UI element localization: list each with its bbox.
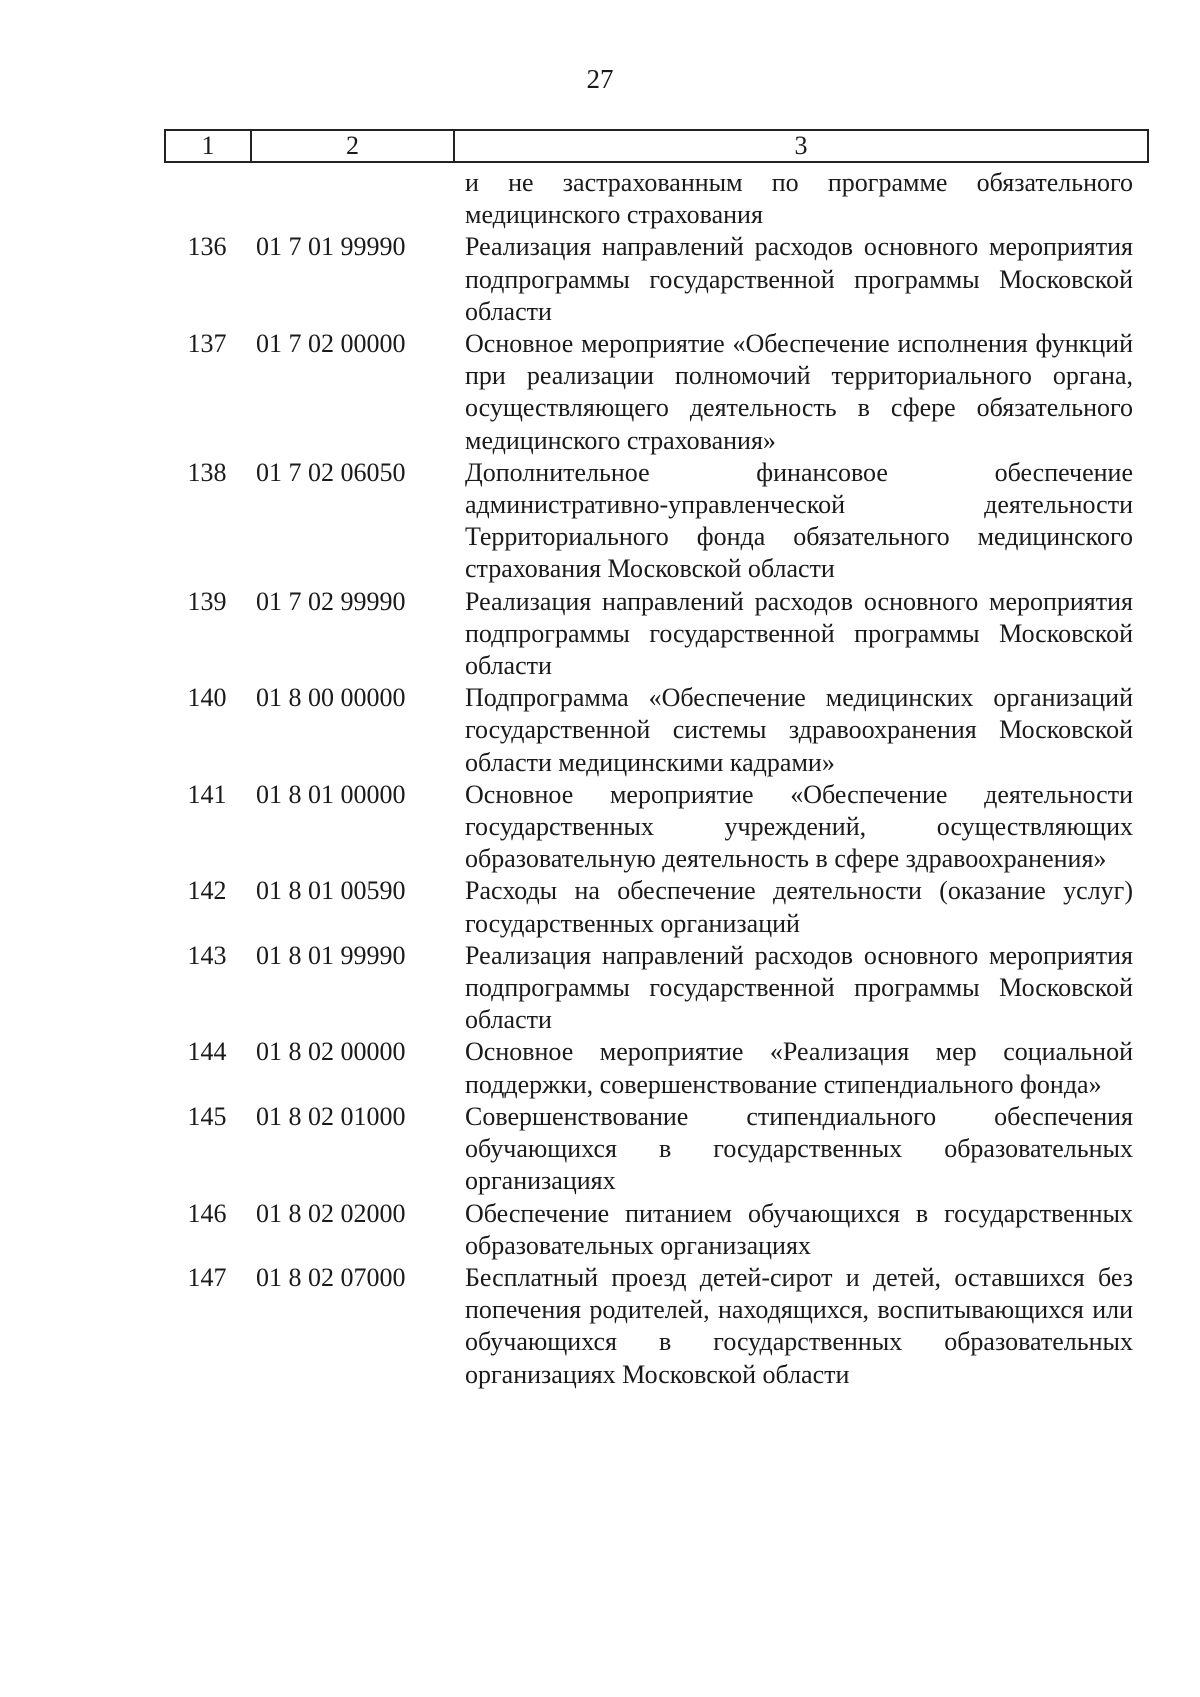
row-name: Основное мероприятие «Реализация мер социальной поддержки, совершенствование стипендиального фонда» [465, 1037, 1133, 1099]
row-name: Дополнительное финансовое обеспечение административно-управленческой деятельности Территориального фонда обязательного медицинского страхования Московской области [465, 457, 1133, 584]
row-name: Реализация направлений расходов основного мероприятия подпрограммы государственной программы Московской области [465, 940, 1133, 1035]
table-row [164, 875, 1149, 939]
row-number: 136 [187, 232, 227, 262]
row-name: Расходы на обеспечение деятельности (оказание услуг) государственных организаций [465, 876, 1133, 938]
column-header-3: 3 [794, 131, 808, 160]
row-number: 143 [187, 940, 227, 970]
row-code: 01 7 02 06050 [256, 457, 406, 487]
row-number [164, 167, 250, 231]
row-number: 139 [187, 586, 227, 616]
row-code: 01 7 02 99990 [256, 586, 406, 616]
row-name: Реализация направлений расходов основного мероприятия подпрограммы государственной программы Московской области [465, 232, 1133, 326]
continuation-text: и не застрахованным по программе обязательного медицинского страхования [465, 168, 1133, 230]
table-row [164, 1262, 1149, 1391]
table-row [164, 457, 1149, 586]
row-number: 142 [187, 876, 227, 906]
row-number: 141 [187, 779, 227, 809]
row-name: Совершенствование стипендиального обеспечения обучающихся в государственных образовательных организациях [465, 1101, 1133, 1196]
row-code: 01 8 02 00000 [256, 1037, 406, 1067]
row-code: 01 8 02 07000 [256, 1262, 406, 1292]
row-number: 138 [187, 457, 227, 487]
row-code: 01 8 02 02000 [256, 1198, 406, 1228]
table-row [164, 1101, 1149, 1198]
row-code: 01 7 01 99990 [256, 232, 406, 262]
continuation-row [164, 167, 1149, 231]
table-row [164, 940, 1149, 1037]
row-name: Бесплатный проезд детей-сирот и детей, оставшихся без попечения родителей, находящихся, воспитывающихся или обучающихся в государственных образовательных организациях Московской области [465, 1262, 1133, 1389]
row-name: Реализация направлений расходов основного мероприятия подпрограммы государственной программы Московской области [465, 586, 1133, 681]
row-number: 140 [187, 683, 227, 713]
row-number: 147 [187, 1262, 227, 1292]
row-code: 01 8 02 01000 [256, 1101, 406, 1131]
table-row [164, 1198, 1149, 1262]
row-code: 01 8 01 00590 [256, 876, 406, 906]
row-name: Обеспечение питанием обучающихся в государственных образовательных организациях [465, 1198, 1133, 1260]
table-body [164, 167, 1149, 1391]
row-name: Подпрограмма «Обеспечение медицинских организаций государственной системы здравоохранения Московской области медицинскими кадрами» [465, 683, 1133, 777]
row-name: Основное мероприятие «Обеспечение исполнения функций при реализации полномочий территориального органа, осуществляющего деятельность в сфере обязательного медицинского страхования» [465, 329, 1133, 455]
row-code: 01 8 01 00000 [256, 779, 406, 809]
table-row [164, 328, 1149, 457]
row-number: 137 [187, 329, 227, 359]
table-row [164, 231, 1149, 328]
table-row [164, 1036, 1149, 1100]
page-number: 27 [586, 64, 614, 94]
row-code: 01 8 00 00000 [256, 683, 406, 713]
row-number: 146 [187, 1198, 227, 1228]
table-header [164, 129, 1149, 163]
row-code [250, 167, 453, 231]
table-row [164, 586, 1149, 683]
table-row [164, 779, 1149, 876]
column-header-2: 2 [252, 131, 455, 161]
column-header-1: 1 [166, 131, 252, 161]
row-code: 01 7 02 00000 [256, 329, 406, 359]
row-number: 144 [187, 1037, 227, 1067]
table-row [164, 682, 1149, 779]
row-number: 145 [187, 1101, 227, 1131]
row-code: 01 8 01 99990 [256, 940, 406, 970]
row-name: Основное мероприятие «Обеспечение деятельности государственных учреждений, осуществляющих образовательную деятельность в сфере здравоохранения» [465, 779, 1133, 874]
